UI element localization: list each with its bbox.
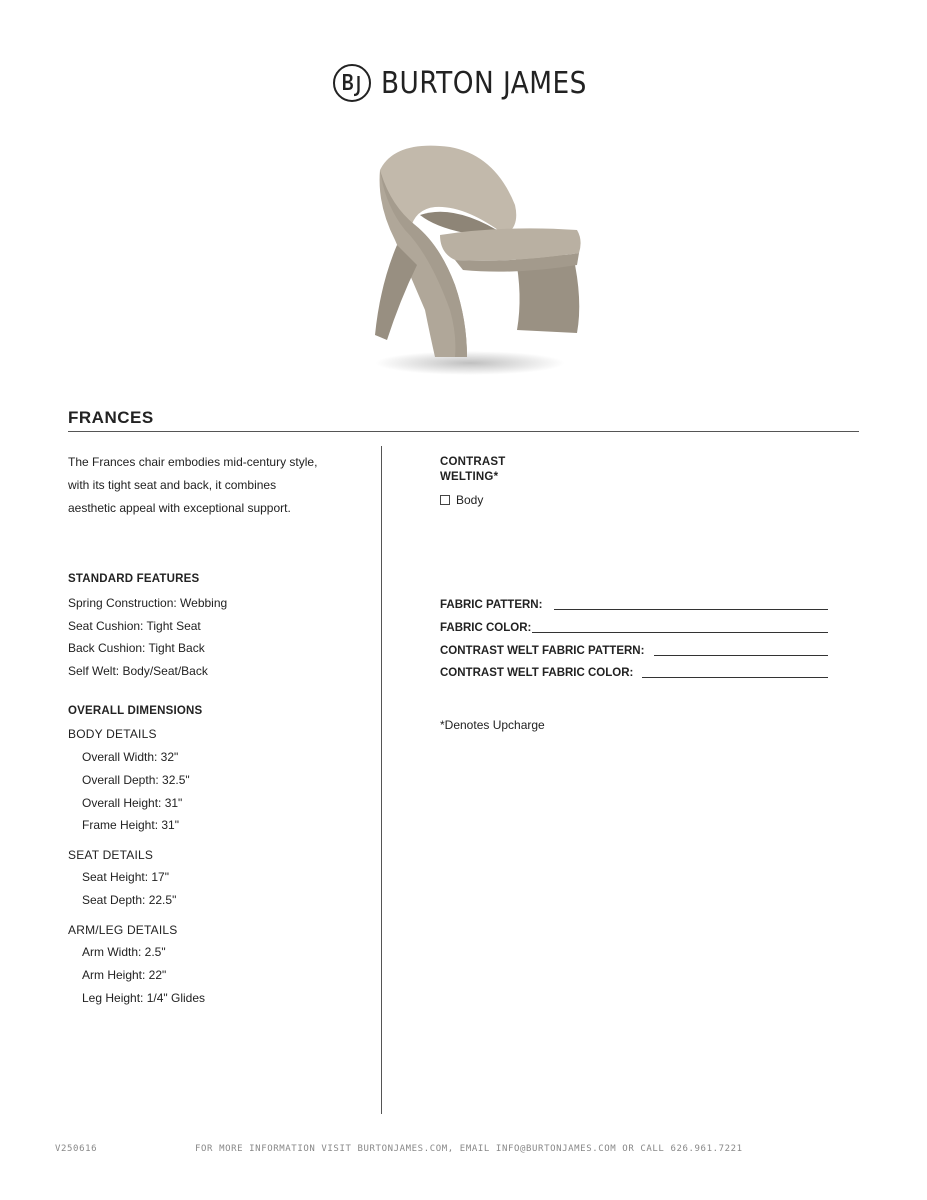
title-divider <box>68 431 859 432</box>
checkbox-icon[interactable] <box>440 495 450 505</box>
dimension-item: Arm Height: 22" <box>82 968 167 982</box>
bj-monogram-icon <box>332 63 372 103</box>
feature-item: Seat Cushion: Tight Seat <box>68 619 201 633</box>
column-divider <box>381 446 382 1114</box>
feature-item: Spring Construction: Webbing <box>68 596 228 610</box>
welting-option-label: Body <box>456 493 484 507</box>
dimension-item: Leg Height: 1/4" Glides <box>82 991 205 1005</box>
fabric-pattern-label: FABRIC PATTERN: <box>440 599 543 611</box>
product-title: FRANCES <box>68 408 154 427</box>
product-description: The Frances chair embodies mid-century style, with its tight seat and back, it combines aesthetic appeal with exceptional support. <box>68 455 318 515</box>
contrast-welting-heading: CONTRAST <box>440 456 506 468</box>
contrast-welt-pattern-field[interactable] <box>654 655 828 656</box>
dimension-item: Arm Width: 2.5" <box>82 945 166 959</box>
body-details-label: BODY DETAILS <box>68 727 157 741</box>
feature-item: Self Welt: Body/Seat/Back <box>68 664 208 678</box>
fabric-color-label: FABRIC COLOR: <box>440 622 532 634</box>
dimension-item: Frame Height: 31" <box>82 818 179 832</box>
dimension-item: Overall Width: 32" <box>82 750 179 764</box>
dimension-item: Overall Height: 31" <box>82 796 183 810</box>
contrast-welting-heading-2: WELTING* <box>440 471 499 483</box>
dimension-item: Overall Depth: 32.5" <box>82 773 190 787</box>
brand-name: BURTON JAMES <box>381 65 587 101</box>
footer-info: FOR MORE INFORMATION VISIT BURTONJAMES.COM, EMAIL INFO@BURTONJAMES.COM OR CALL 626.961.7221 <box>195 1144 743 1154</box>
product-image <box>355 135 585 385</box>
contrast-welt-pattern-label: CONTRAST WELT FABRIC PATTERN: <box>440 645 645 657</box>
arm-leg-details-label: ARM/LEG DETAILS <box>68 923 178 937</box>
seat-details-label: SEAT DETAILS <box>68 848 154 862</box>
dimensions-heading: OVERALL DIMENSIONS <box>68 705 203 717</box>
dimension-item: Seat Depth: 22.5" <box>82 893 177 907</box>
dimension-item: Seat Height: 17" <box>82 870 169 884</box>
fabric-color-field[interactable] <box>532 632 828 633</box>
brand-logo <box>332 63 615 103</box>
contrast-welt-color-field[interactable] <box>642 677 828 678</box>
welting-option-body[interactable] <box>440 493 483 507</box>
upcharge-note: *Denotes Upcharge <box>440 718 545 732</box>
feature-item: Back Cushion: Tight Back <box>68 641 205 655</box>
fabric-pattern-field[interactable] <box>554 609 828 610</box>
standard-features-heading: STANDARD FEATURES <box>68 573 200 585</box>
contrast-welt-color-label: CONTRAST WELT FABRIC COLOR: <box>440 667 634 679</box>
version-code: V250616 <box>55 1144 98 1154</box>
